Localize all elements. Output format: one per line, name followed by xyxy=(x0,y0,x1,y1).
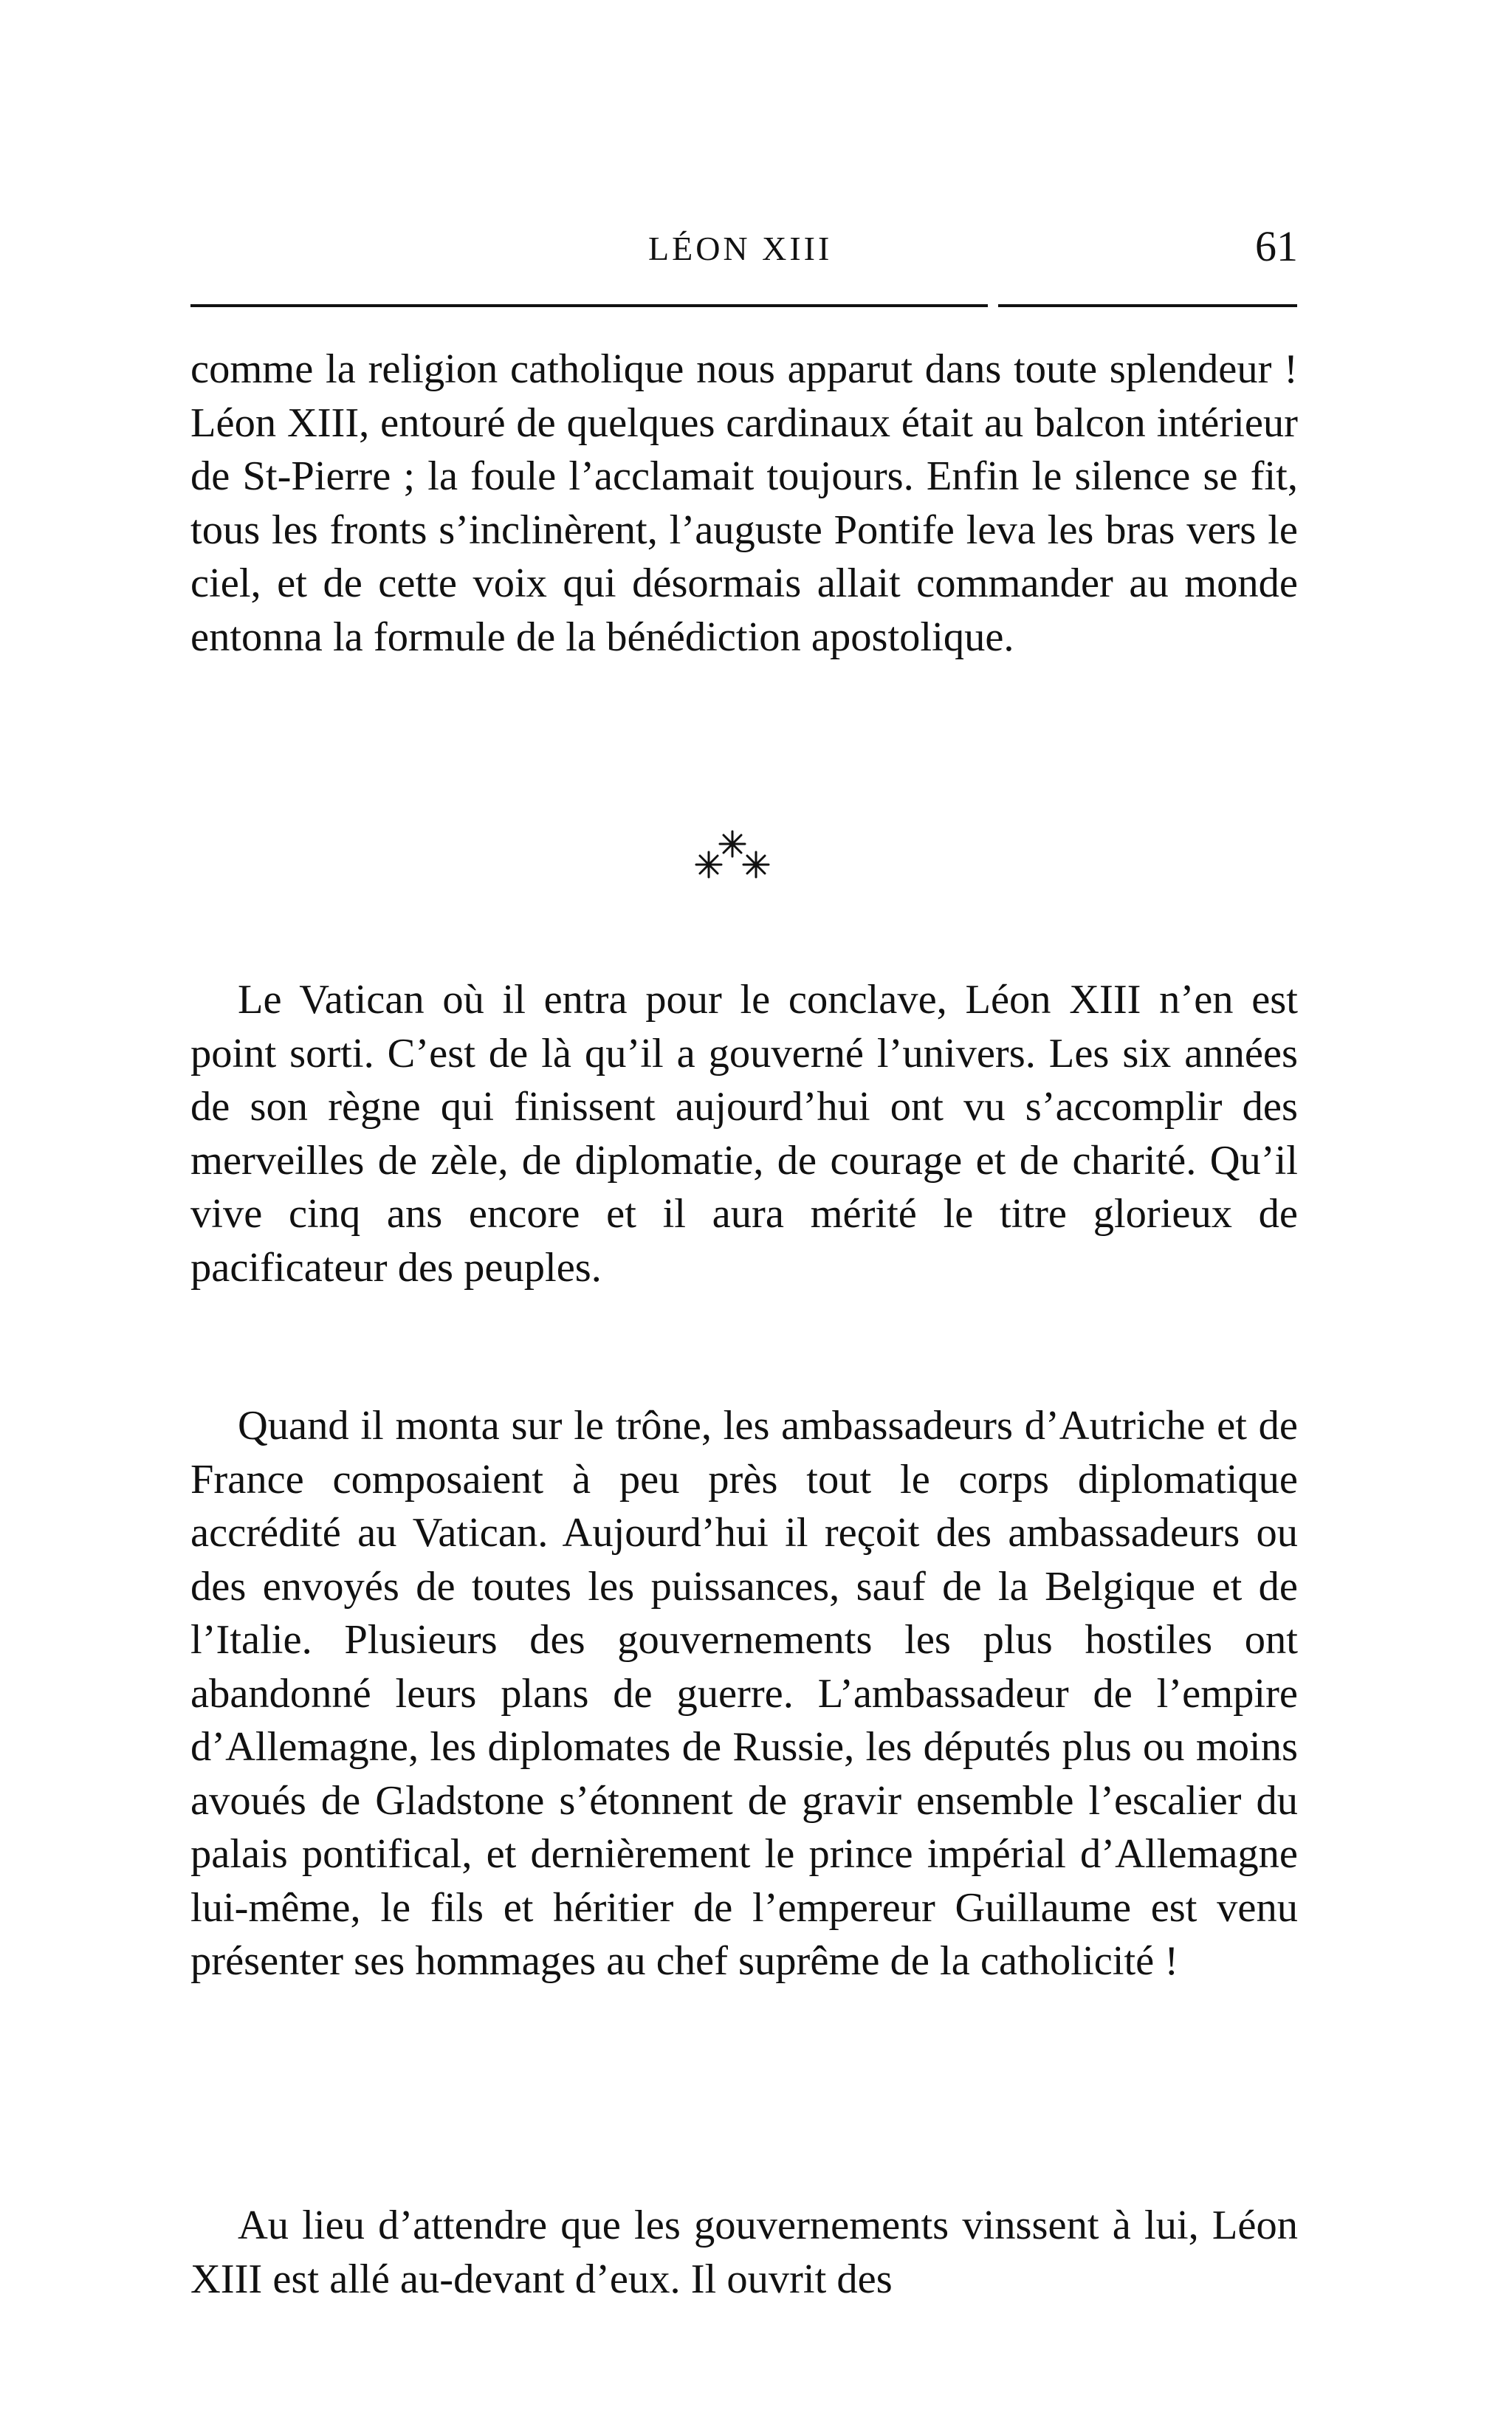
running-title: LÉON XIII xyxy=(648,230,833,267)
header-rule-left xyxy=(190,304,988,307)
asterism-icon xyxy=(687,825,834,885)
paragraph-1: comme la religion catholique nous apparut dans toute splendeur ! Léon XIII, entouré de quelques cardinaux était au balcon intérieur de St-Pierre ; la foule l’acclamait toujours. Enfin le silence se fit, tous les fronts s’inclinèrent, l’auguste Pontife leva les bras vers le ciel, et de cette voix qui désormais allait commander au monde entonna la formule de la bénédiction apostolique. xyxy=(190,346,1298,660)
page-number: 61 xyxy=(1255,222,1298,270)
paragraph-3: Quand il monta sur le trône, les ambassadeurs d’Autriche et de France composaient à peu près tout le corps diplomatique accrédité au Vatican. Aujourd’hui il reçoit des ambassadeurs ou des envoyés de toutes les puissances, sauf de la Belgique et de l’Italie. Plusieurs des gouvernements les plus hostiles ont abandonné leurs plans de guerre. L’ambassadeur de l’empire d’Allemagne, les diplomates de Russie, les députés plus ou moins avoués de Gladstone s’étonnent de gravir ensemble l’escalier du palais pontifical, et dernièrement le prince impérial d’Allemagne lui-même, le fils et héritier de l’empereur Guillaume est venu présenter ses hommages au chef suprême de la catholicité ! xyxy=(190,1403,1298,1984)
paragraph-4: Au lieu d’attendre que les gouvernements vinssent à lui, Léon XIII est allé au-devant d’eux. Il ouvrit des xyxy=(190,2202,1298,2302)
header-rule-right xyxy=(998,304,1297,307)
paragraph-2: Le Vatican où il entra pour le conclave, Léon XIII n’en est point sorti. C’est de là qu’il a gouverné l’univers. Les six années de son règne qui finissent aujourd’hui ont vu s’accomplir des merveilles de zèle, de diplomatie, de courage et de charité. Qu’il vive cinq ans encore et il aura mérité le titre glorieux de pacificateur des peuples. xyxy=(190,977,1298,1291)
page-header xyxy=(190,222,1298,281)
